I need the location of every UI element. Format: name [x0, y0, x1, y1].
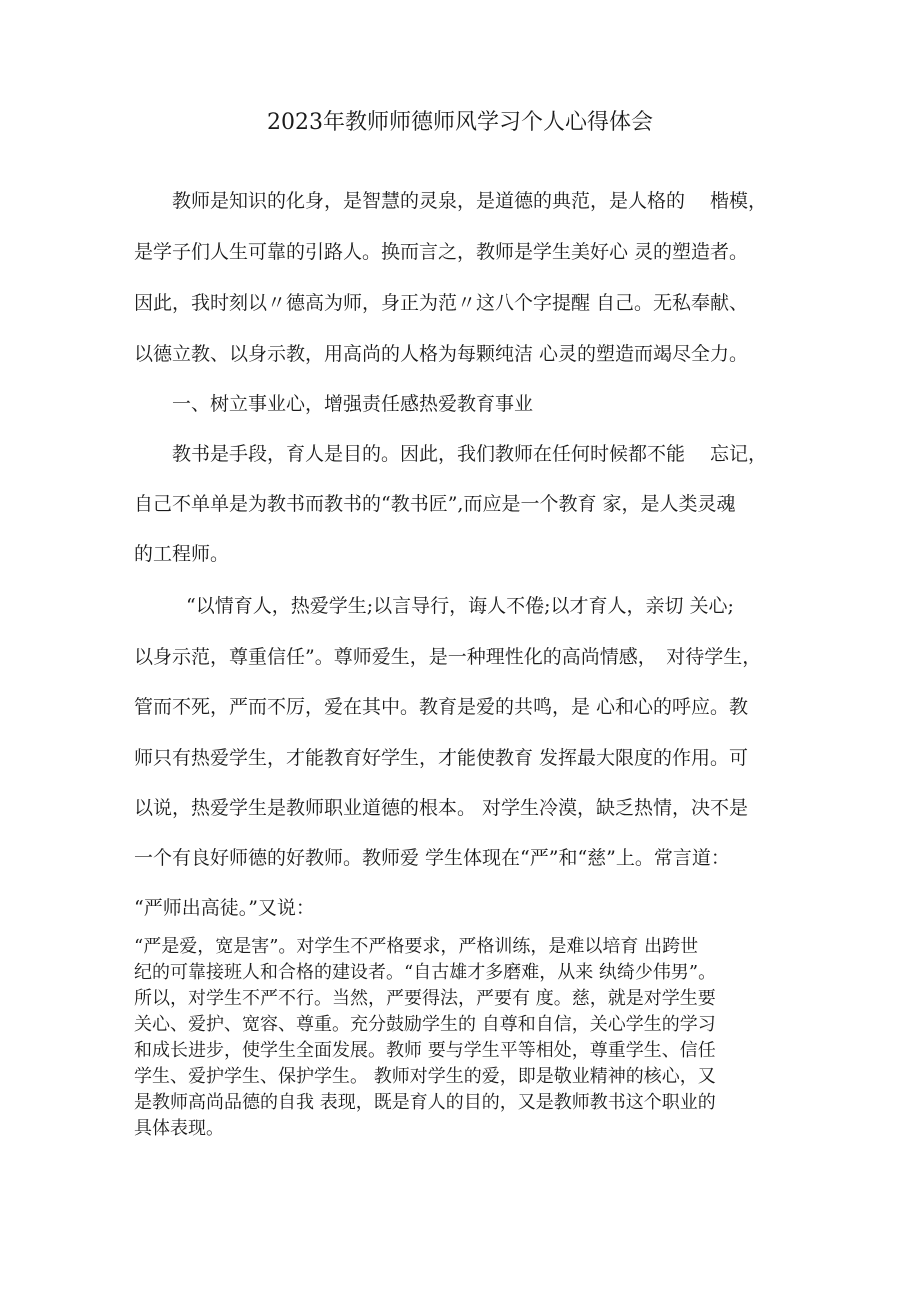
paragraph-1-line-3: 因此，我时刻以〃德高为师，身正为范〃这八个字提醒 自己。无私奉献、	[134, 292, 749, 314]
paragraph-4-line-2: 纪的可靠接班人和合格的建设者。“自古雄才多磨难，从来 纨绮少伟男”。	[134, 962, 717, 983]
paragraph-4-line-5: 和成长进步，使学生全面发展。教师 要与学生平等相处，尊重学生、信任	[134, 1040, 716, 1061]
document-title: 2023年教师师德师风学习个人心得体会	[267, 110, 653, 135]
paragraph-3-line-4: 师只有热爱学生，才能教育好学生，才能使教育 发挥最大限度的作用。可	[134, 747, 749, 769]
paragraph-2-line-2: 自己不单单是为教书而教书的“教书匠”,而应是一个教育 家，是人类灵魂	[134, 493, 736, 515]
paragraph-1-line-1: 教师是知识的化身，是智慧的灵泉，是道德的典范，是人格的 楷模，	[172, 190, 768, 212]
paragraph-2-line-3: 的工程师。	[134, 543, 230, 565]
section-heading: 一、树立事业心，增强责任感热爱教育事业	[172, 393, 534, 415]
paragraph-4-line-6: 学生、爱护学生、保护学生。 教师对学生的爱，即是敬业精神的核心，又	[134, 1066, 716, 1087]
paragraph-3-line-6: 一个有良好师德的好教师。教师爱 学生体现在“严”和“慈”上。常言道：	[134, 847, 730, 869]
paragraph-3-line-3: 管而不死，严而不厉，爱在其中。教育是爱的共鸣，是 心和心的呼应。教	[134, 696, 749, 718]
paragraph-4-line-8: 具体表现。	[134, 1118, 224, 1139]
paragraph-4-line-7: 是教师高尚品德的自我 表现，既是育人的目的，又是教师教书这个职业的	[134, 1092, 716, 1113]
paragraph-1-line-2: 是学子们人生可靠的引路人。换而言之，教师是学生美好心 灵的塑造者。	[134, 241, 749, 263]
paragraph-4-line-1: “严是爱，宽是害”。对学生不严格要求，严格训练，是难以培育 出跨世	[134, 936, 699, 957]
paragraph-4-line-3: 所以，对学生不严不行。当然，严要得法，严要有 度。慈，就是对学生要	[134, 988, 716, 1009]
paragraph-1-line-4: 以德立教、以身示教，用高尚的人格为每颗纯洁 心灵的塑造而竭尽全力。	[134, 343, 749, 365]
paragraph-3-line-7: “严师出高徒。”又说：	[134, 897, 315, 919]
paragraph-4-line-4: 关心、爱护、宽容、尊重。充分鼓励学生的 自尊和自信，关心学生的学习	[134, 1014, 716, 1035]
paragraph-3-line-5: 以说，热爱学生是教师职业道德的根本。 对学生冷漠，缺乏热情，决不是	[134, 797, 749, 819]
paragraph-3-line-1: “以情育人，热爱学生;以言导行，诲人不倦;以才育人，亲切 关心;	[186, 595, 734, 617]
paragraph-3-line-2: 以身示范，尊重信任”。尊师爱生，是一种理性化的高尚情感， 对待学生，	[134, 646, 762, 668]
paragraph-2-line-1: 教书是手段，育人是目的。因此，我们教师在任何时候都不能 忘记，	[172, 443, 768, 465]
